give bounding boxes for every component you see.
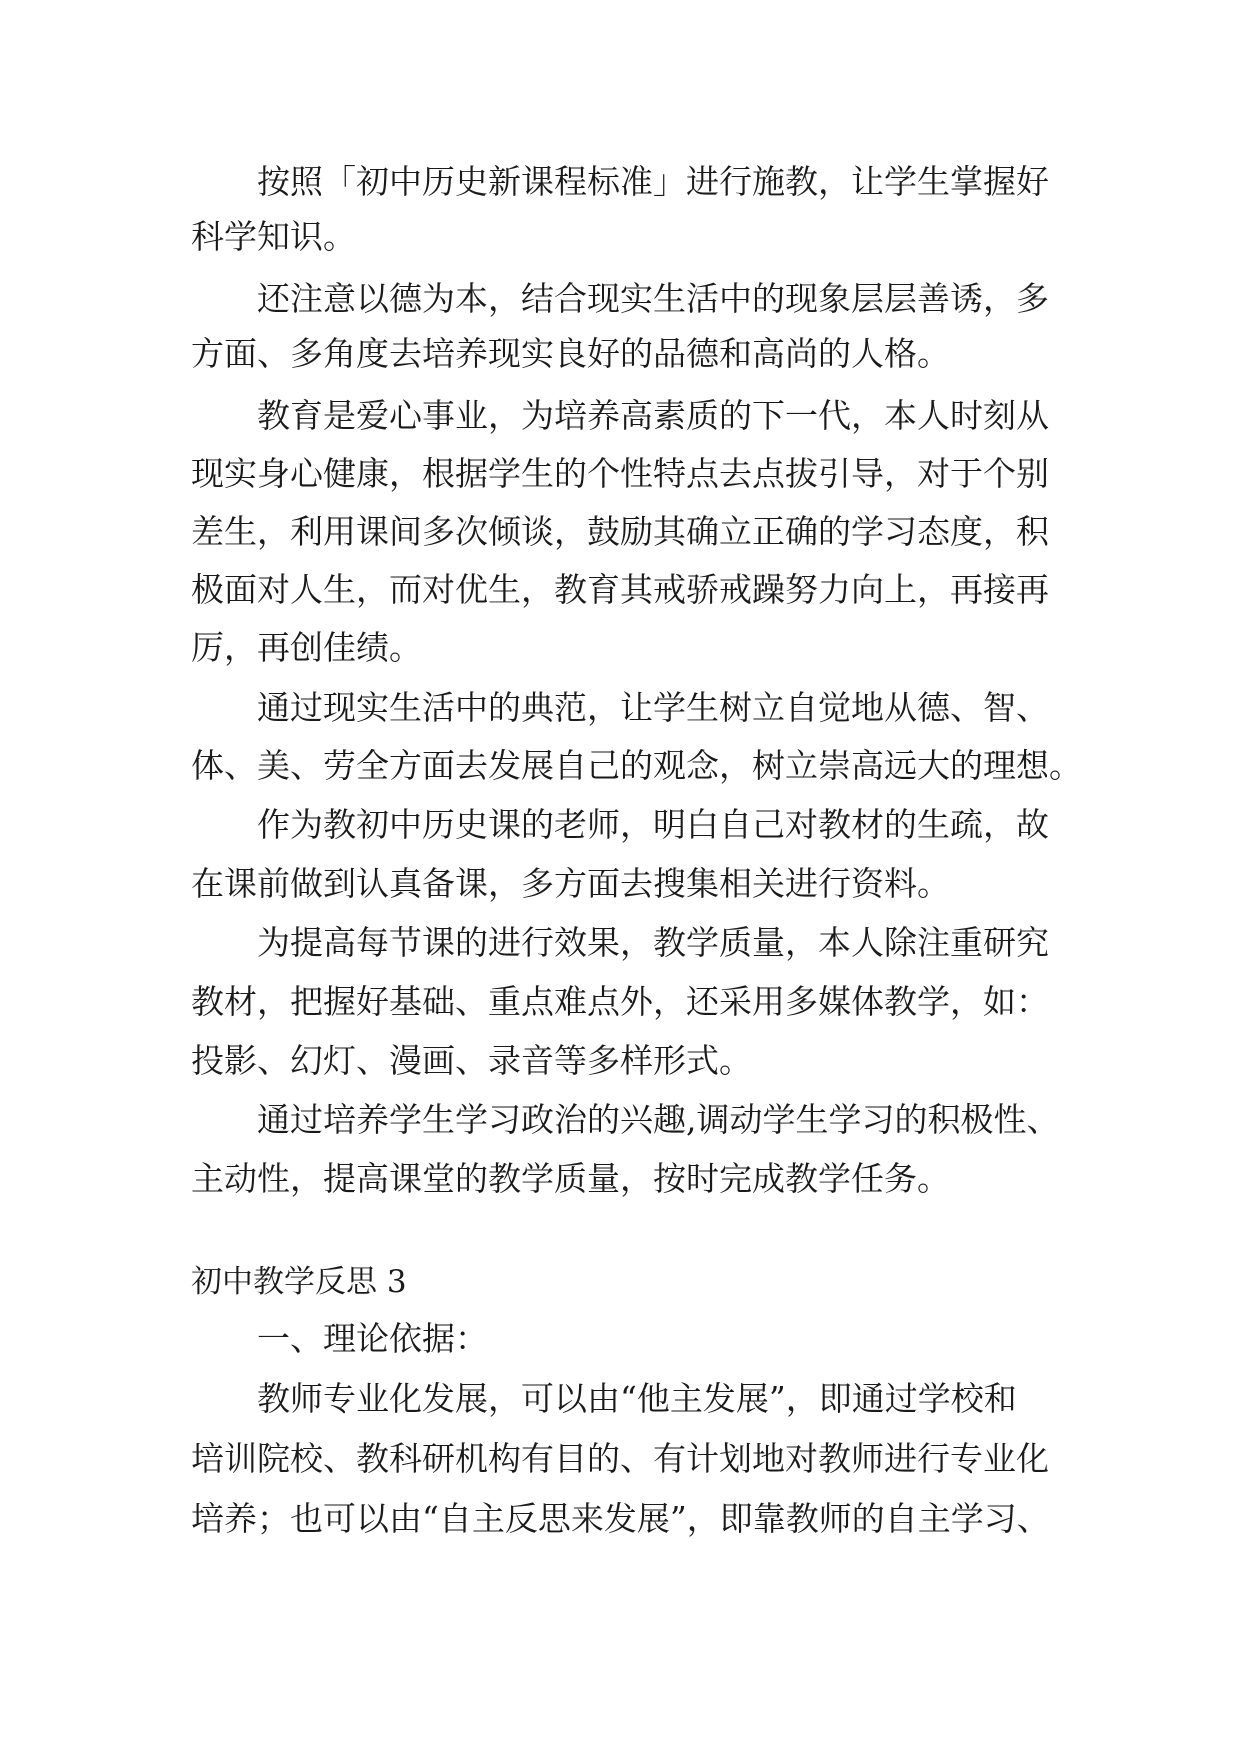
paragraph-line: 在课前做到认真备课，多方面去搜集相关进行资料。 [191,864,950,903]
paragraph-line: 通过现实生活中的典范，让学生树立自觉地从德、智、 [257,688,1049,727]
subsection-heading: 一、理论依据： [257,1319,488,1358]
paragraph-line: 培养；也可以由“自主反思来发展”，即靠教师的自主学习、 [191,1499,1050,1538]
paragraph-line: 现实身心健康，根据学生的个性特点去点拔引导，对于个别 [191,454,1049,493]
paragraph-line: 教材，把握好基础、重点难点外，还采用多媒体教学，如： [191,982,1049,1021]
paragraph-line: 投影、幻灯、漫画、录音等多样形式。 [191,1041,752,1080]
paragraph-line: 极面对人生，而对优生，教育其戒骄戒躁努力向上，再接再 [191,570,1049,609]
paragraph-line: 作为教初中历史课的老师，明白自己对教材的生疏，故 [257,805,1049,844]
paragraph-line: 教师专业化发展，可以由“他主发展”，即通过学校和 [257,1379,1017,1418]
paragraph-line: 科学知识。 [191,217,356,256]
paragraph-line: 按照「初中历史新课程标准」进行施教，让学生掌握好 [257,162,1049,201]
paragraph-line: 差生，利用课间多次倾谈，鼓励其确立正确的学习态度，积 [191,512,1049,551]
paragraph-line: 还注意以德为本，结合现实生活中的现象层层善诱，多 [257,279,1049,318]
paragraph-line: 通过培养学生学习政治的兴趣,调动学生学习的积极性、 [257,1100,1060,1139]
paragraph-line: 体、美、劳全方面去发展自己的观念，树立崇高远大的理想。 [191,746,1082,785]
paragraph-line: 厉，再创佳绩。 [191,628,422,667]
paragraph-line: 方面、多角度去培养现实良好的品德和高尚的人格。 [191,334,950,373]
paragraph-line: 为提高每节课的进行效果，教学质量，本人除注重研究 [257,923,1049,962]
paragraph-line: 教育是爱心事业，为培养高素质的下一代，本人时刻从 [257,396,1049,435]
paragraph-line: 培训院校、教科研机构有目的、有计划地对教师进行专业化 [191,1439,1049,1478]
section-heading: 初中教学反思 3 [191,1264,407,1300]
paragraph-line: 主动性，提高课堂的教学质量，按时完成教学任务。 [191,1159,950,1198]
